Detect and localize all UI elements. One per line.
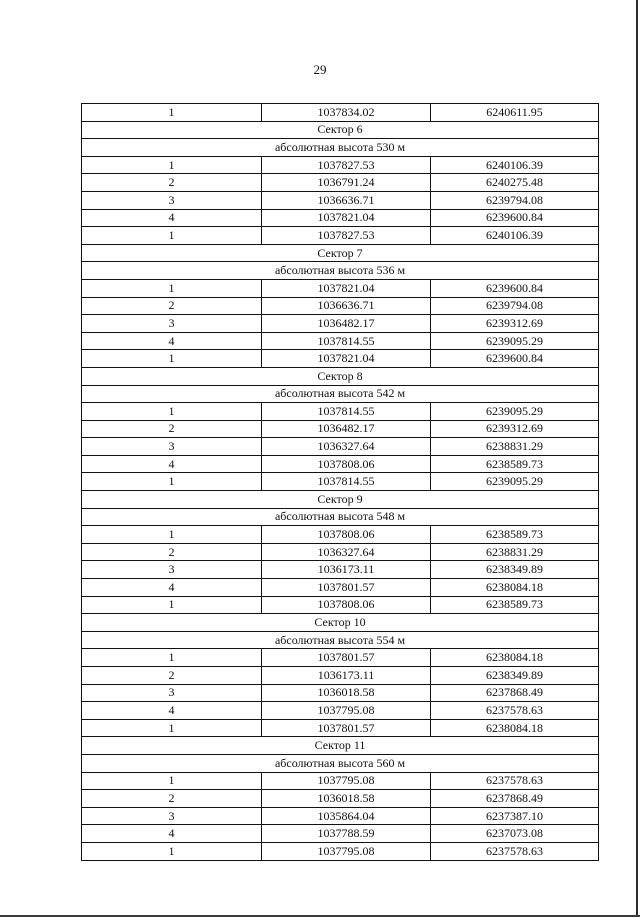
- y-coordinate-cell: 6238084.18: [431, 579, 599, 597]
- x-coordinate-cell: 1037834.02: [262, 104, 431, 122]
- table-row: [82, 579, 599, 597]
- x-coordinate-cell: 1037801.57: [262, 579, 431, 597]
- point-number-cell: 4: [82, 332, 262, 350]
- sector-title-row: [82, 491, 599, 509]
- point-number-cell: 1: [82, 473, 262, 491]
- point-number-cell: 4: [82, 579, 262, 597]
- y-coordinate-cell: 6238831.29: [431, 438, 599, 456]
- table-row: [82, 526, 599, 544]
- y-coordinate-cell: 6240611.95: [431, 104, 599, 122]
- point-number-cell: 4: [82, 702, 262, 720]
- table-row: [82, 684, 599, 702]
- x-coordinate-cell: 1036327.64: [262, 543, 431, 561]
- table-row: [82, 667, 599, 685]
- sector-height-row: [82, 385, 599, 403]
- table-row: [82, 191, 599, 209]
- y-coordinate-cell: 6238589.73: [431, 526, 599, 544]
- x-coordinate-cell: 1037827.53: [262, 156, 431, 174]
- y-coordinate-cell: 6237868.49: [431, 684, 599, 702]
- point-number-cell: 3: [82, 684, 262, 702]
- table-row: [82, 561, 599, 579]
- y-coordinate-cell: 6239095.29: [431, 332, 599, 350]
- table-row: [82, 279, 599, 297]
- x-coordinate-cell: 1036791.24: [262, 174, 431, 192]
- sector-height-row: [82, 754, 599, 772]
- x-coordinate-cell: 1037788.59: [262, 825, 431, 843]
- x-coordinate-cell: 1036636.71: [262, 297, 431, 315]
- point-number-cell: 3: [82, 438, 262, 456]
- point-number-cell: 2: [82, 790, 262, 808]
- point-number-cell: 1: [82, 279, 262, 297]
- point-number-cell: 2: [82, 297, 262, 315]
- table-row: [82, 332, 599, 350]
- sector-title: Сектор 11: [82, 737, 599, 755]
- y-coordinate-cell: 6237073.08: [431, 825, 599, 843]
- y-coordinate-cell: 6238589.73: [431, 455, 599, 473]
- x-coordinate-cell: 1037808.06: [262, 596, 431, 614]
- point-number-cell: 4: [82, 825, 262, 843]
- table-row: [82, 156, 599, 174]
- table-row: [82, 790, 599, 808]
- point-number-cell: 2: [82, 543, 262, 561]
- coordinates-table-body: [82, 104, 599, 861]
- point-number-cell: 4: [82, 455, 262, 473]
- point-number-cell: 2: [82, 174, 262, 192]
- table-row: [82, 104, 599, 122]
- sector-height-row: [82, 262, 599, 280]
- table-row: [82, 825, 599, 843]
- x-coordinate-cell: 1037821.04: [262, 350, 431, 368]
- table-row: [82, 543, 599, 561]
- x-coordinate-cell: 1035864.04: [262, 807, 431, 825]
- x-coordinate-cell: 1037808.06: [262, 526, 431, 544]
- y-coordinate-cell: 6239600.84: [431, 209, 599, 227]
- y-coordinate-cell: 6237868.49: [431, 790, 599, 808]
- y-coordinate-cell: 6238349.89: [431, 667, 599, 685]
- page-number: 29: [313, 62, 327, 77]
- point-number-cell: 1: [82, 104, 262, 122]
- absolute-height-label: абсолютная высота 554 м: [82, 631, 599, 649]
- point-number-cell: 1: [82, 649, 262, 667]
- y-coordinate-cell: 6238831.29: [431, 543, 599, 561]
- y-coordinate-cell: 6237578.63: [431, 842, 599, 860]
- table-row: [82, 702, 599, 720]
- point-number-cell: 1: [82, 596, 262, 614]
- point-number-cell: 1: [82, 227, 262, 245]
- table-row: [82, 807, 599, 825]
- x-coordinate-cell: 1036173.11: [262, 561, 431, 579]
- y-coordinate-cell: 6240275.48: [431, 174, 599, 192]
- y-coordinate-cell: 6240106.39: [431, 156, 599, 174]
- page-edge-right: [636, 0, 638, 917]
- x-coordinate-cell: 1036327.64: [262, 438, 431, 456]
- point-number-cell: 3: [82, 315, 262, 333]
- y-coordinate-cell: 6238084.18: [431, 649, 599, 667]
- coordinates-table: [81, 103, 599, 861]
- x-coordinate-cell: 1037814.55: [262, 403, 431, 421]
- sector-title: Сектор 7: [82, 244, 599, 262]
- point-number-cell: 1: [82, 719, 262, 737]
- sector-title: Сектор 10: [82, 614, 599, 632]
- x-coordinate-cell: 1037808.06: [262, 455, 431, 473]
- table-row: [82, 719, 599, 737]
- table-row: [82, 297, 599, 315]
- sector-title-row: [82, 121, 599, 139]
- table-row: [82, 227, 599, 245]
- y-coordinate-cell: 6237578.63: [431, 702, 599, 720]
- absolute-height-label: абсолютная высота 560 м: [82, 754, 599, 772]
- y-coordinate-cell: 6239794.08: [431, 191, 599, 209]
- sector-height-row: [82, 508, 599, 526]
- y-coordinate-cell: 6237387.10: [431, 807, 599, 825]
- point-number-cell: 3: [82, 561, 262, 579]
- x-coordinate-cell: 1037795.08: [262, 842, 431, 860]
- sector-title: Сектор 6: [82, 121, 599, 139]
- x-coordinate-cell: 1036482.17: [262, 315, 431, 333]
- absolute-height-label: абсолютная высота 536 м: [82, 262, 599, 280]
- table-row: [82, 350, 599, 368]
- point-number-cell: 1: [82, 772, 262, 790]
- table-row: [82, 649, 599, 667]
- x-coordinate-cell: 1037821.04: [262, 209, 431, 227]
- point-number-cell: 1: [82, 350, 262, 368]
- sector-title-row: [82, 614, 599, 632]
- table-row: [82, 174, 599, 192]
- table-row: [82, 596, 599, 614]
- x-coordinate-cell: 1037827.53: [262, 227, 431, 245]
- table-row: [82, 420, 599, 438]
- y-coordinate-cell: 6238589.73: [431, 596, 599, 614]
- table-row: [82, 403, 599, 421]
- point-number-cell: 1: [82, 156, 262, 174]
- sector-title-row: [82, 367, 599, 385]
- y-coordinate-cell: 6239600.84: [431, 350, 599, 368]
- sector-title-row: [82, 737, 599, 755]
- absolute-height-label: абсолютная высота 542 м: [82, 385, 599, 403]
- x-coordinate-cell: 1036018.58: [262, 790, 431, 808]
- sector-title-row: [82, 244, 599, 262]
- x-coordinate-cell: 1037801.57: [262, 719, 431, 737]
- point-number-cell: 1: [82, 526, 262, 544]
- table-row: [82, 209, 599, 227]
- sector-title: Сектор 9: [82, 491, 599, 509]
- table-row: [82, 772, 599, 790]
- y-coordinate-cell: 6239600.84: [431, 279, 599, 297]
- point-number-cell: 4: [82, 209, 262, 227]
- y-coordinate-cell: 6238349.89: [431, 561, 599, 579]
- x-coordinate-cell: 1037795.08: [262, 702, 431, 720]
- point-number-cell: 1: [82, 842, 262, 860]
- point-number-cell: 1: [82, 403, 262, 421]
- point-number-cell: 3: [82, 807, 262, 825]
- x-coordinate-cell: 1036482.17: [262, 420, 431, 438]
- point-number-cell: 2: [82, 420, 262, 438]
- x-coordinate-cell: 1036018.58: [262, 684, 431, 702]
- point-number-cell: 3: [82, 191, 262, 209]
- table-row: [82, 455, 599, 473]
- table-row: [82, 438, 599, 456]
- y-coordinate-cell: 6239794.08: [431, 297, 599, 315]
- table-row: [82, 315, 599, 333]
- x-coordinate-cell: 1037821.04: [262, 279, 431, 297]
- x-coordinate-cell: 1037814.55: [262, 332, 431, 350]
- x-coordinate-cell: 1037795.08: [262, 772, 431, 790]
- x-coordinate-cell: 1036173.11: [262, 667, 431, 685]
- sector-height-row: [82, 631, 599, 649]
- y-coordinate-cell: 6239312.69: [431, 315, 599, 333]
- x-coordinate-cell: 1037814.55: [262, 473, 431, 491]
- table-row: [82, 473, 599, 491]
- x-coordinate-cell: 1036636.71: [262, 191, 431, 209]
- y-coordinate-cell: 6239095.29: [431, 473, 599, 491]
- absolute-height-label: абсолютная высота 548 м: [82, 508, 599, 526]
- y-coordinate-cell: 6238084.18: [431, 719, 599, 737]
- point-number-cell: 2: [82, 667, 262, 685]
- y-coordinate-cell: 6239095.29: [431, 403, 599, 421]
- table-row: [82, 842, 599, 860]
- x-coordinate-cell: 1037801.57: [262, 649, 431, 667]
- y-coordinate-cell: 6239312.69: [431, 420, 599, 438]
- y-coordinate-cell: 6237578.63: [431, 772, 599, 790]
- y-coordinate-cell: 6240106.39: [431, 227, 599, 245]
- sector-height-row: [82, 139, 599, 157]
- absolute-height-label: абсолютная высота 530 м: [82, 139, 599, 157]
- sector-title: Сектор 8: [82, 367, 599, 385]
